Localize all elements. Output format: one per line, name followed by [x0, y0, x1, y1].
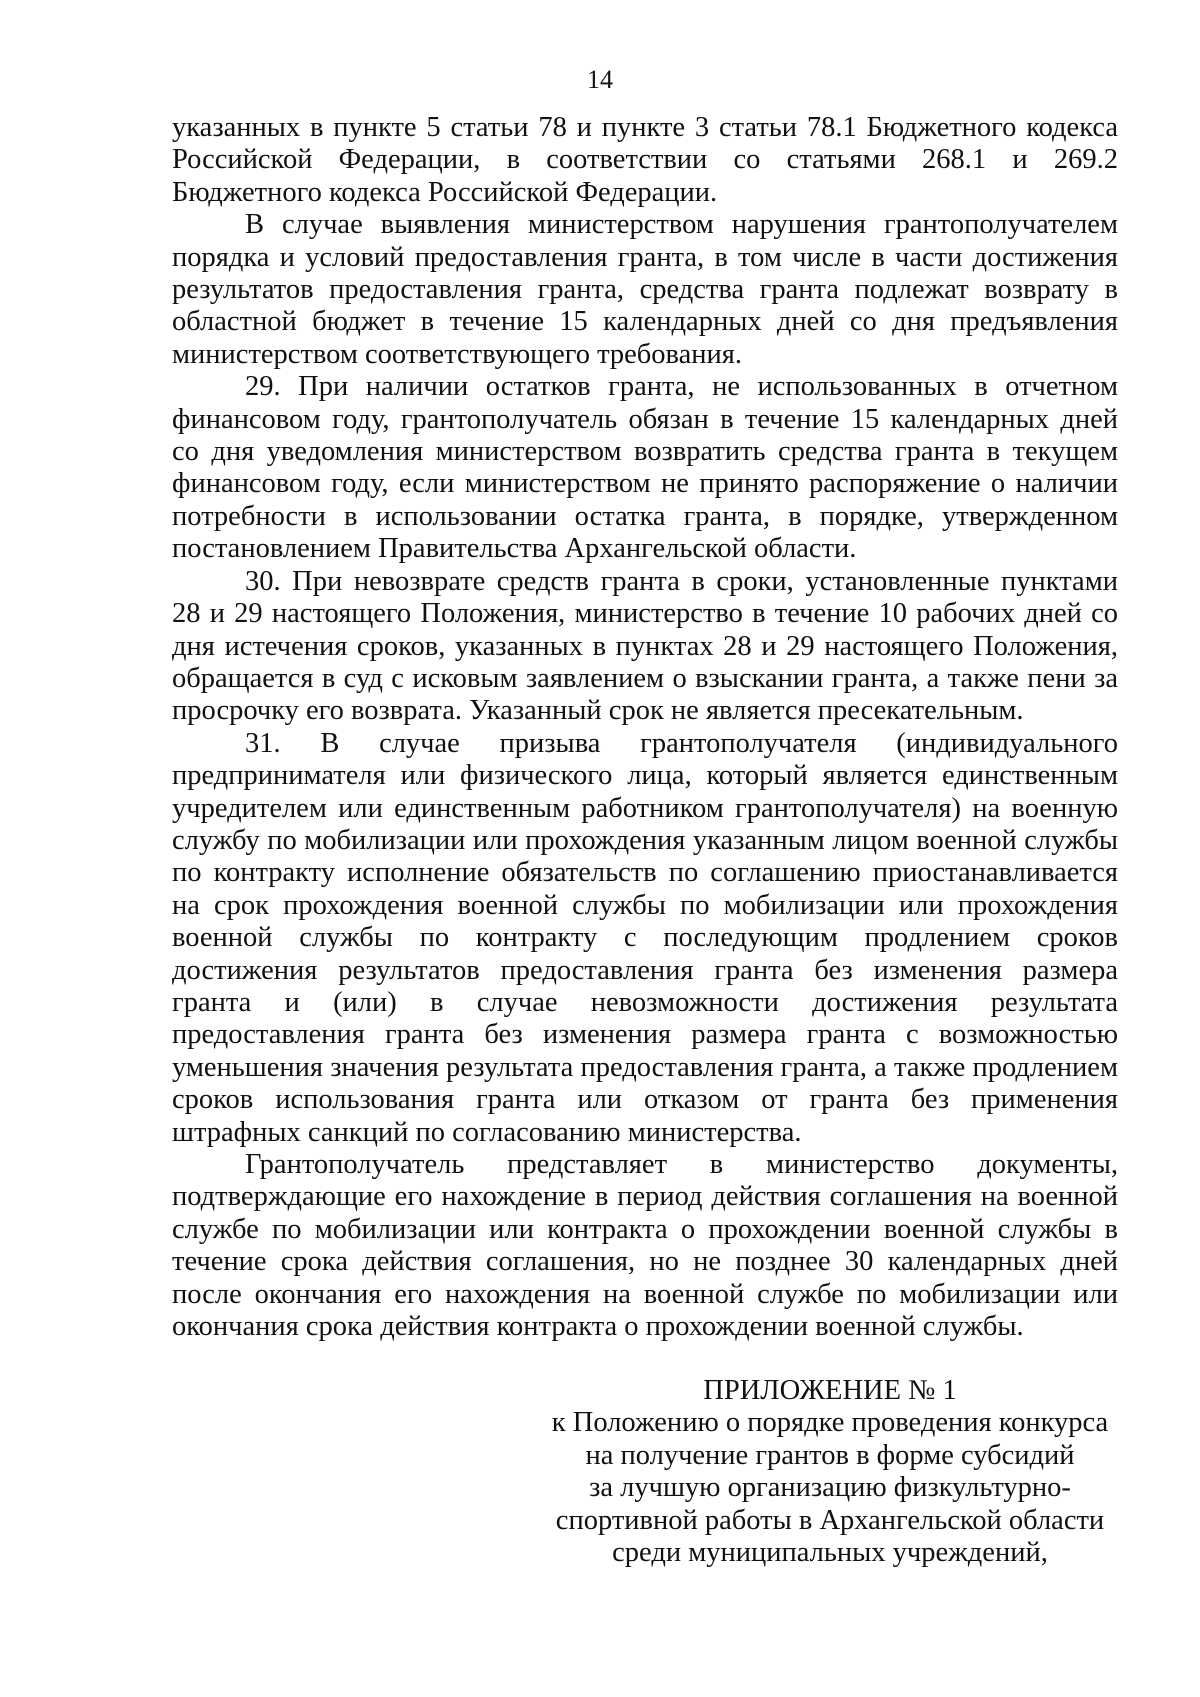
- document-body: [172, 112, 1118, 1343]
- appendix-line: среди муниципальных учреждений,: [612, 1537, 1048, 1569]
- appendix-title: ПРИЛОЖЕНИЕ № 1: [703, 1375, 957, 1406]
- appendix-header: [540, 1375, 1120, 1569]
- paragraph-violation-return: В случае выявления министерством нарушения грантополучателем порядка и условий предоставления гранта, в том числе в части достижения результатов предоставления гранта, средства гранта подлежат возврату в областной бюджет в течение 15 календарных дней со дня предъявления министерством соответствующего требования.: [172, 209, 1118, 370]
- paragraph-clause-29: 29. При наличии остатков гранта, не использованных в отчетном финансовом году, грантополучатель обязан в течение 15 календарных дней со дня уведомления министерством возвратить средства гранта в текущем финансовом году, если министерством не принято распоряжение о наличии потребности в использовании остатка гранта, в порядке, утвержденном постановлением Правительства Архангельской области.: [172, 371, 1118, 565]
- paragraph-clause-30: 30. При невозврате средств гранта в сроки, установленные пунктами 28 и 29 настоящего Положения, министерство в течение 10 рабочих дней со дня истечения сроков, указанных в пунктах 28 и 29 настоящего Положения, обращается в суд с исковым заявлением о взыскании гранта, а также пени за просрочку его возврата. Указанный срок не является пресекательным.: [172, 565, 1118, 727]
- page-number: 14: [587, 65, 613, 94]
- appendix-line: спортивной работы в Архангельской области: [555, 1504, 1105, 1536]
- appendix-line: к Положению о порядке проведения конкурса: [551, 1407, 1109, 1439]
- appendix-line: на получение грантов в форме субсидий: [585, 1439, 1075, 1471]
- paragraph-continuation: указанных в пункте 5 статьи 78 и пункте 3 статьи 78.1 Бюджетного кодекса Российской Федерации, в соответствии со статьями 268.1 и 269.2 Бюджетного кодекса Российской Федерации.: [172, 112, 1118, 208]
- paragraph-clause-31: 31. В случае призыва грантополучателя (индивидуального предпринимателя или физического лица, который является единственным учредителем или единственным работником грантополучателя) на военную службу по мобилизации или прохождения указанным лицом военной службы по контракту исполнение обязательств по соглашению приостанавливается на срок прохождения военной службы по мобилизации или прохождения военной службы по контракту с последующим продлением сроков достижения результатов предоставления гранта без изменения размера гранта и (или) в случае невозможности достижения результата предоставления гранта без изменения размера гранта с возможностью уменьшения значения результата предоставления гранта, а также продлением сроков использования гранта или отказом от гранта без применения штрафных санкций по согласованию министерства.: [172, 727, 1118, 1148]
- appendix-line: за лучшую организацию физкультурно-: [589, 1472, 1071, 1504]
- paragraph-military-service-documents: Грантополучатель представляет в министерство документы, подтверждающие его нахождение в период действия соглашения на военной службе по мобилизации или контракта о прохождении военной службы в течение срока действия соглашения, но не позднее 30 календарных дней после окончания его нахождения на военной службе по мобилизации или окончания срока действия контракта о прохождении военной службы.: [172, 1149, 1118, 1343]
